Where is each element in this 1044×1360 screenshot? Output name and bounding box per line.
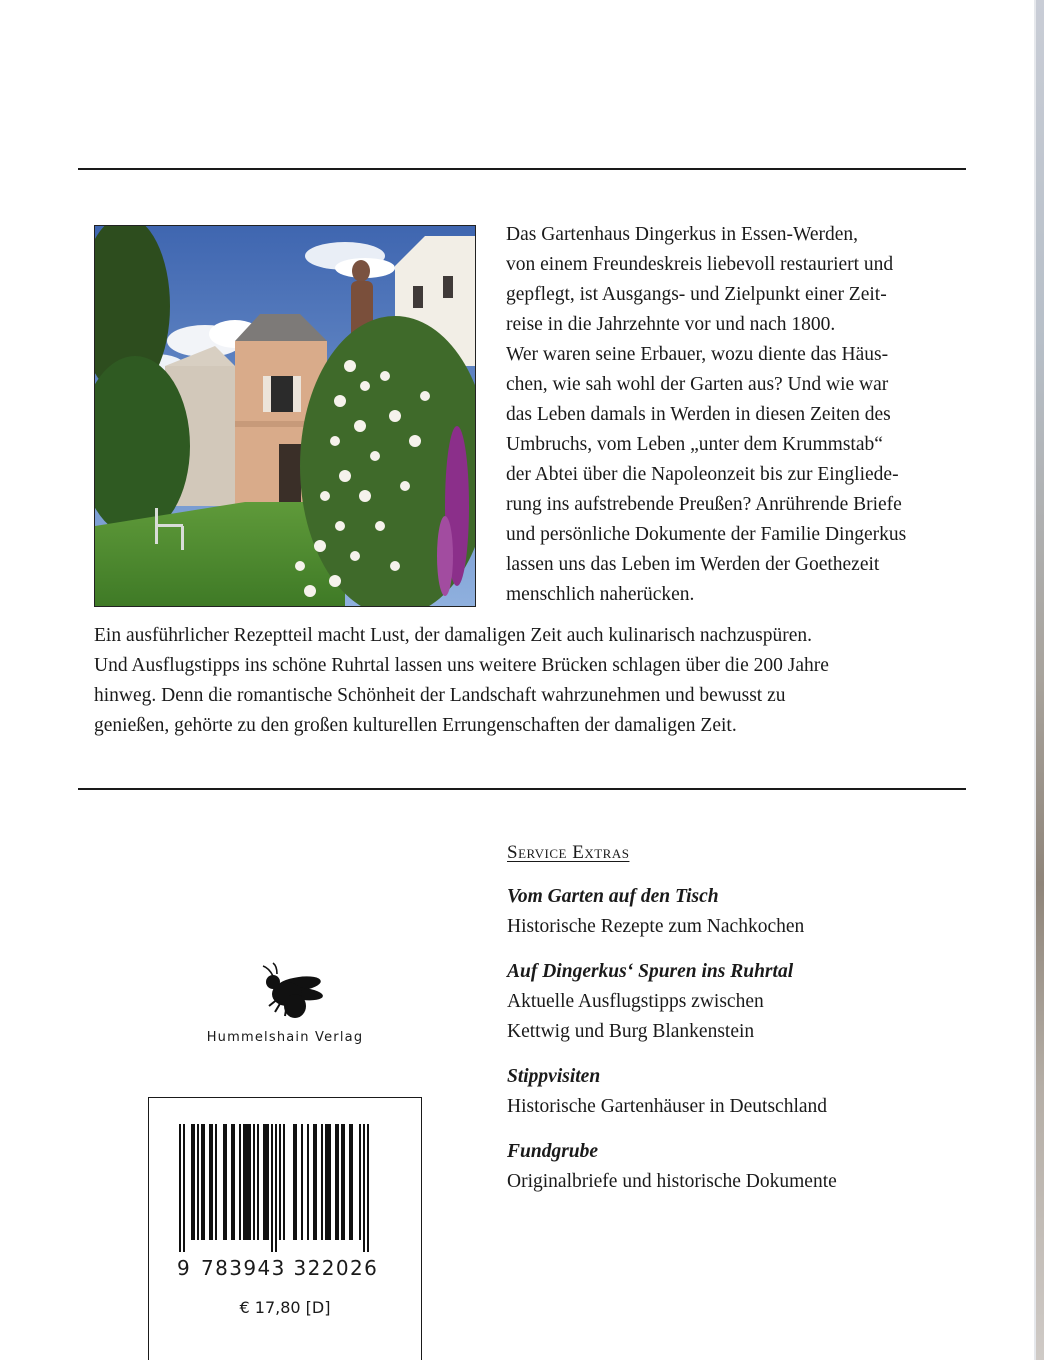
body-line: Und Ausflugstipps ins schöne Ruhrtal lassen uns weitere Brücken schlagen über die 200 Jahre [94,655,829,676]
service-heading: Service Extras [507,842,630,863]
isbn-digits: 783943 322026 [201,1256,379,1280]
service-item [507,882,967,942]
barcode-bar [257,1124,259,1240]
barcode-bar [341,1124,345,1240]
intro-line: gepflegt, ist Ausgangs- und Zielpunkt einer Zeit- [506,284,887,305]
barcode-bar [349,1124,353,1240]
service-item-line: Originalbriefe und historische Dokumente [507,1171,837,1192]
barcode-bar [253,1124,255,1240]
barcode-bar [283,1124,285,1240]
barcode-bar [209,1124,213,1240]
barcode-bar [243,1124,251,1240]
intro-line: Das Gartenhaus Dingerkus in Essen-Werden, [506,224,859,245]
intro-line: menschlich naherücken. [506,584,695,605]
intro-line: Wer waren seine Erbauer, wozu diente das Häus- [506,344,889,365]
barcode-bar [201,1124,205,1240]
barcode-bar [363,1124,365,1252]
intro-line: und persönliche Dokumente der Familie Dingerkus [506,524,907,545]
cover-edge-strip [1036,0,1044,1360]
service-item-line: Aktuelle Ausflugstipps zwischen [507,991,764,1012]
barcode-bar [335,1124,339,1240]
barcode-bar [231,1124,235,1240]
barcode-bar [293,1124,297,1240]
barcode-bar [307,1124,309,1240]
bumblebee-icon [243,962,327,1022]
service-item [507,1062,967,1122]
barcode [171,1124,389,1254]
intro-line: der Abtei über die Napoleonzeit bis zur Eingliede- [506,464,899,485]
barcode-bar [301,1124,303,1240]
barcode-bar [239,1124,241,1240]
body-line: Ein ausführlicher Rezeptteil macht Lust, der damaligen Zeit auch kulinarisch nachzuspüren. [94,625,812,646]
service-item-line: Kettwig und Burg Blankenstein [507,1021,755,1042]
service-item-line: Historische Gartenhäuser in Deutschland [507,1096,828,1117]
barcode-bar [359,1124,361,1240]
barcode-bar [367,1124,369,1252]
service-item-title: Auf Dingerkus‘ Spuren ins Ruhrtal [507,961,794,982]
service-item-title: Stippvisiten [507,1066,601,1087]
barcode-bar [183,1124,185,1252]
body-paragraph [94,621,966,741]
service-item-title: Vom Garten auf den Tisch [507,886,719,907]
intro-line: das Leben damals in Werden in diesen Zeiten des [506,404,891,425]
isbn-barcode-box [148,1097,422,1360]
service-item [507,1137,967,1197]
body-line: genießen, gehörte zu den großen kulturellen Errungenschaften der damaligen Zeit. [94,715,737,736]
publisher-logo [190,962,380,1045]
service-item-line: Historische Rezepte zum Nachkochen [507,916,805,937]
barcode-bar [279,1124,281,1240]
intro-line: Umbruchs, vom Leben „unter dem Krummstab“ [506,434,883,455]
service-item [507,957,967,1047]
top-divider [78,168,966,170]
intro-line: von einem Freundeskreis liebevoll restauriert und [506,254,894,275]
body-line: hinweg. Denn die romantische Schönheit der Landschaft wahrzunehmen und bewusst zu [94,685,786,706]
barcode-bar [191,1124,195,1240]
barcode-bar [321,1124,323,1240]
publisher-name: Hummelshain Verlag [206,1030,364,1045]
barcode-bar [275,1124,277,1252]
price-label: € 17,80 [D] [239,1298,331,1317]
service-item-title: Fundgrube [507,1141,599,1162]
barcode-bar [271,1124,273,1252]
service-extras [507,838,967,1212]
barcode-bar [263,1124,269,1240]
barcode-bar [179,1124,181,1252]
middle-divider [78,788,966,790]
intro-line: reise in die Jahrzehnte vor und nach 1800. [506,314,836,335]
isbn-first-digit: 9 [177,1256,191,1280]
garden-house-photo [94,225,476,607]
barcode-bar [313,1124,317,1240]
barcode-bar [197,1124,199,1240]
barcode-bar [215,1124,217,1240]
intro-line: lassen uns das Leben im Werden der Goethezeit [506,554,880,575]
barcode-bar [223,1124,227,1240]
intro-line: rung ins aufstrebende Preußen? Anrührende Briefe [506,494,902,515]
intro-text [506,220,966,610]
intro-line: chen, wie sah wohl der Garten aus? Und wie war [506,374,889,395]
barcode-bar [325,1124,331,1240]
